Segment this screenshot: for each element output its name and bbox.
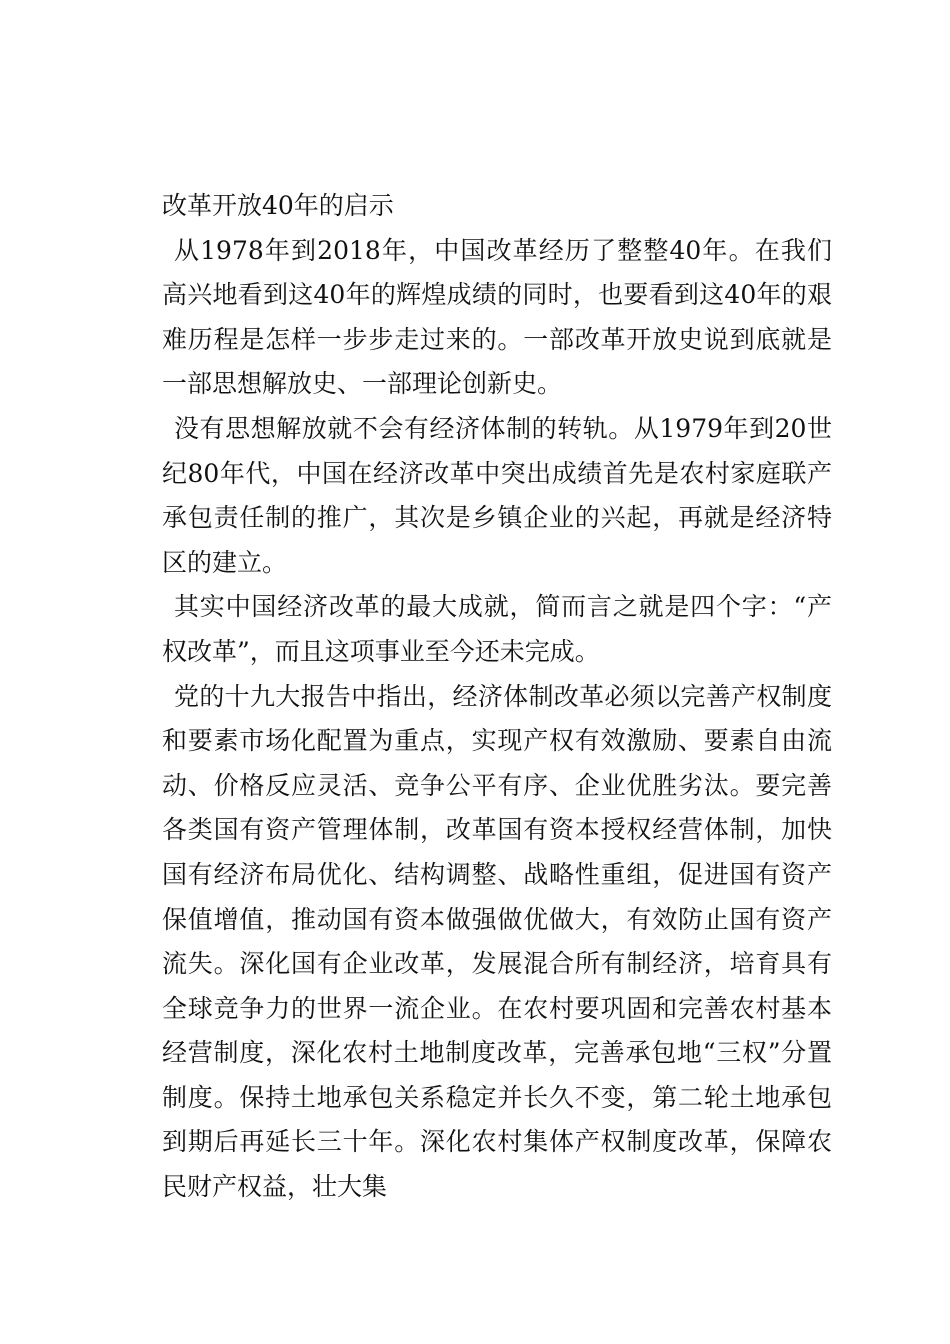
paragraph-1: 从1978年到2018年，中国改革经历了整整40年。在我们高兴地看到这40年的辉煌成绩的同时，也要看到这40年的艰难历程是怎样一步步走过来的。一部改革开放史说到底就是一部思想解放史、一部理论创新史。 (162, 235, 832, 399)
paragraph-2: 没有思想解放就不会有经济体制的转轨。从1979年到20世纪80年代，中国在经济改革中突出成绩首先是农村家庭联产承包责任制的推广，其次是乡镇企业的兴起，再就是经济特区的建立。 (162, 413, 832, 577)
paragraph-4: 党的十九大报告中指出，经济体制改革必须以完善产权制度和要素市场化配置为重点，实现产权有效激励、要素自由流动、价格反应灵活、竞争公平有序、企业优胜劣汰。要完善各类国有资产管理体制，改革国有资本授权经营体制，加快国有经济布局优化、结构调整、战略性重组，促进国有资产保值增值，推动国有资本做强做优做大，有效防止国有资产流失。深化国有企业改革，发展混合所有制经济，培育具有全球竞争力的世界一流企业。在农村要巩固和完善农村基本经营制度，深化农村土地制度改革，完善承包地“三权”分置制度。保持土地承包关系稳定并长久不变，第二轮土地承包到期后再延长三十年。深化农村集体产权制度改革，保障农民财产权益，壮大集 (162, 681, 832, 1202)
paragraph-3: 其实中国经济改革的最大成就，简而言之就是四个字：“产权改革”，而且这项事业至今还未完成。 (162, 592, 832, 666)
document-body (162, 184, 832, 1210)
document-title: 改革开放40年的启示 (162, 191, 394, 220)
